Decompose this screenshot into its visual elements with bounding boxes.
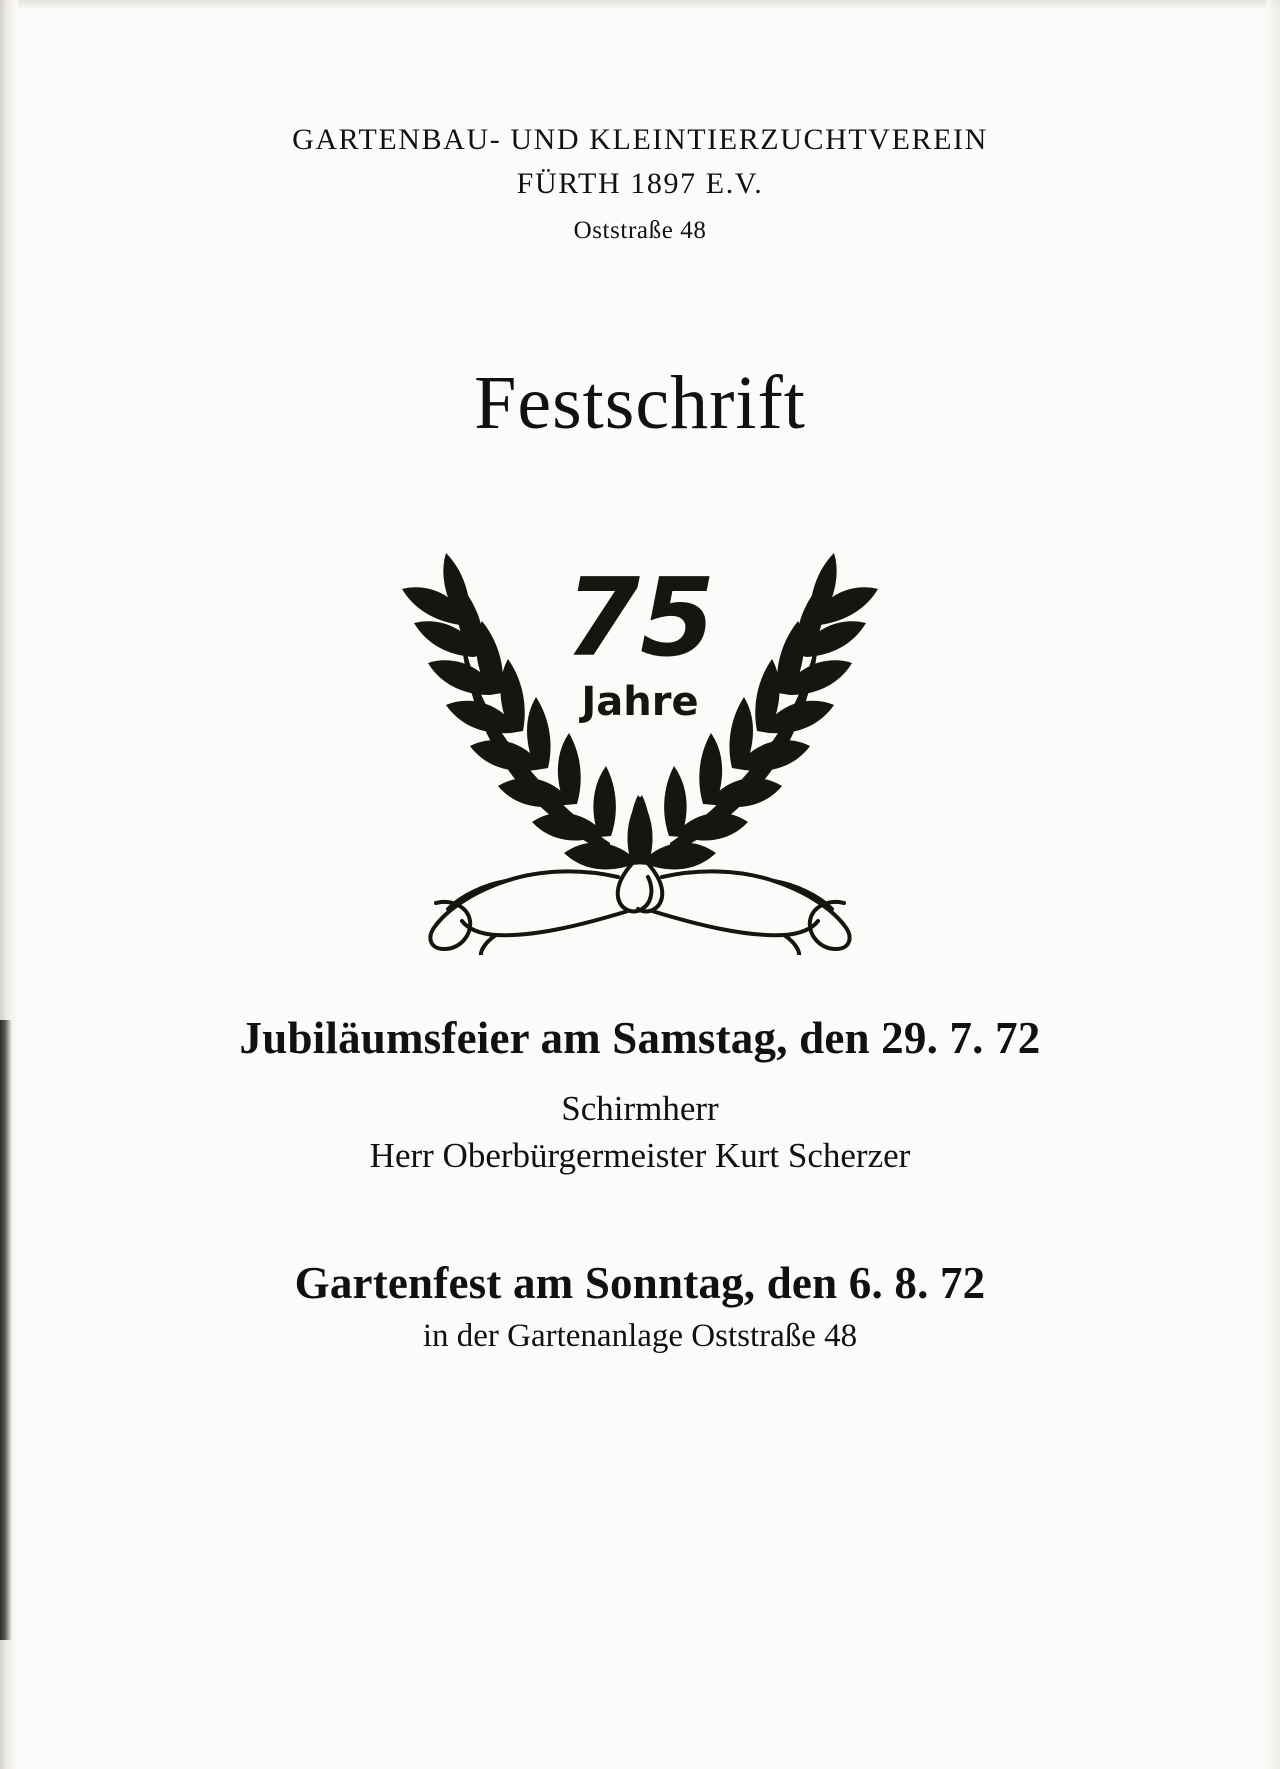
event-patron-name: Herr Oberbürgermeister Kurt Scherzer (369, 1136, 911, 1176)
document-content (120, 0, 1160, 1355)
organization-name (120, 118, 1160, 205)
emblem-number: 75 (564, 556, 716, 681)
emblem-container (120, 525, 1160, 955)
page-title: Festschrift (474, 361, 806, 445)
event-location: in der Gartenanlage Oststraße 48 (422, 1317, 858, 1354)
emblem-caption: Jahre (581, 679, 699, 725)
event-headline: Gartenfest am Sonntag, den 6. 8. 72 (294, 1257, 986, 1308)
organization-name-line2: FÜRTH 1897 E.V. (516, 166, 764, 200)
scan-edge-right (1266, 0, 1280, 1769)
event-gartenfest (120, 1256, 1160, 1355)
event-patron-label: Schirmherr (561, 1089, 719, 1128)
scan-edge-dark-band (0, 1020, 12, 1640)
laurel-wreath-icon (310, 525, 970, 955)
event-jubilaeumsfeier (120, 1011, 1160, 1180)
event-headline: Jubiläumsfeier am Samstag, den 29. 7. 72 (239, 1013, 1041, 1063)
organization-name-line1: GARTENBAU- UND KLEINTIERZUCHTVEREIN (292, 123, 988, 156)
organization-address: Oststraße 48 (573, 217, 707, 244)
